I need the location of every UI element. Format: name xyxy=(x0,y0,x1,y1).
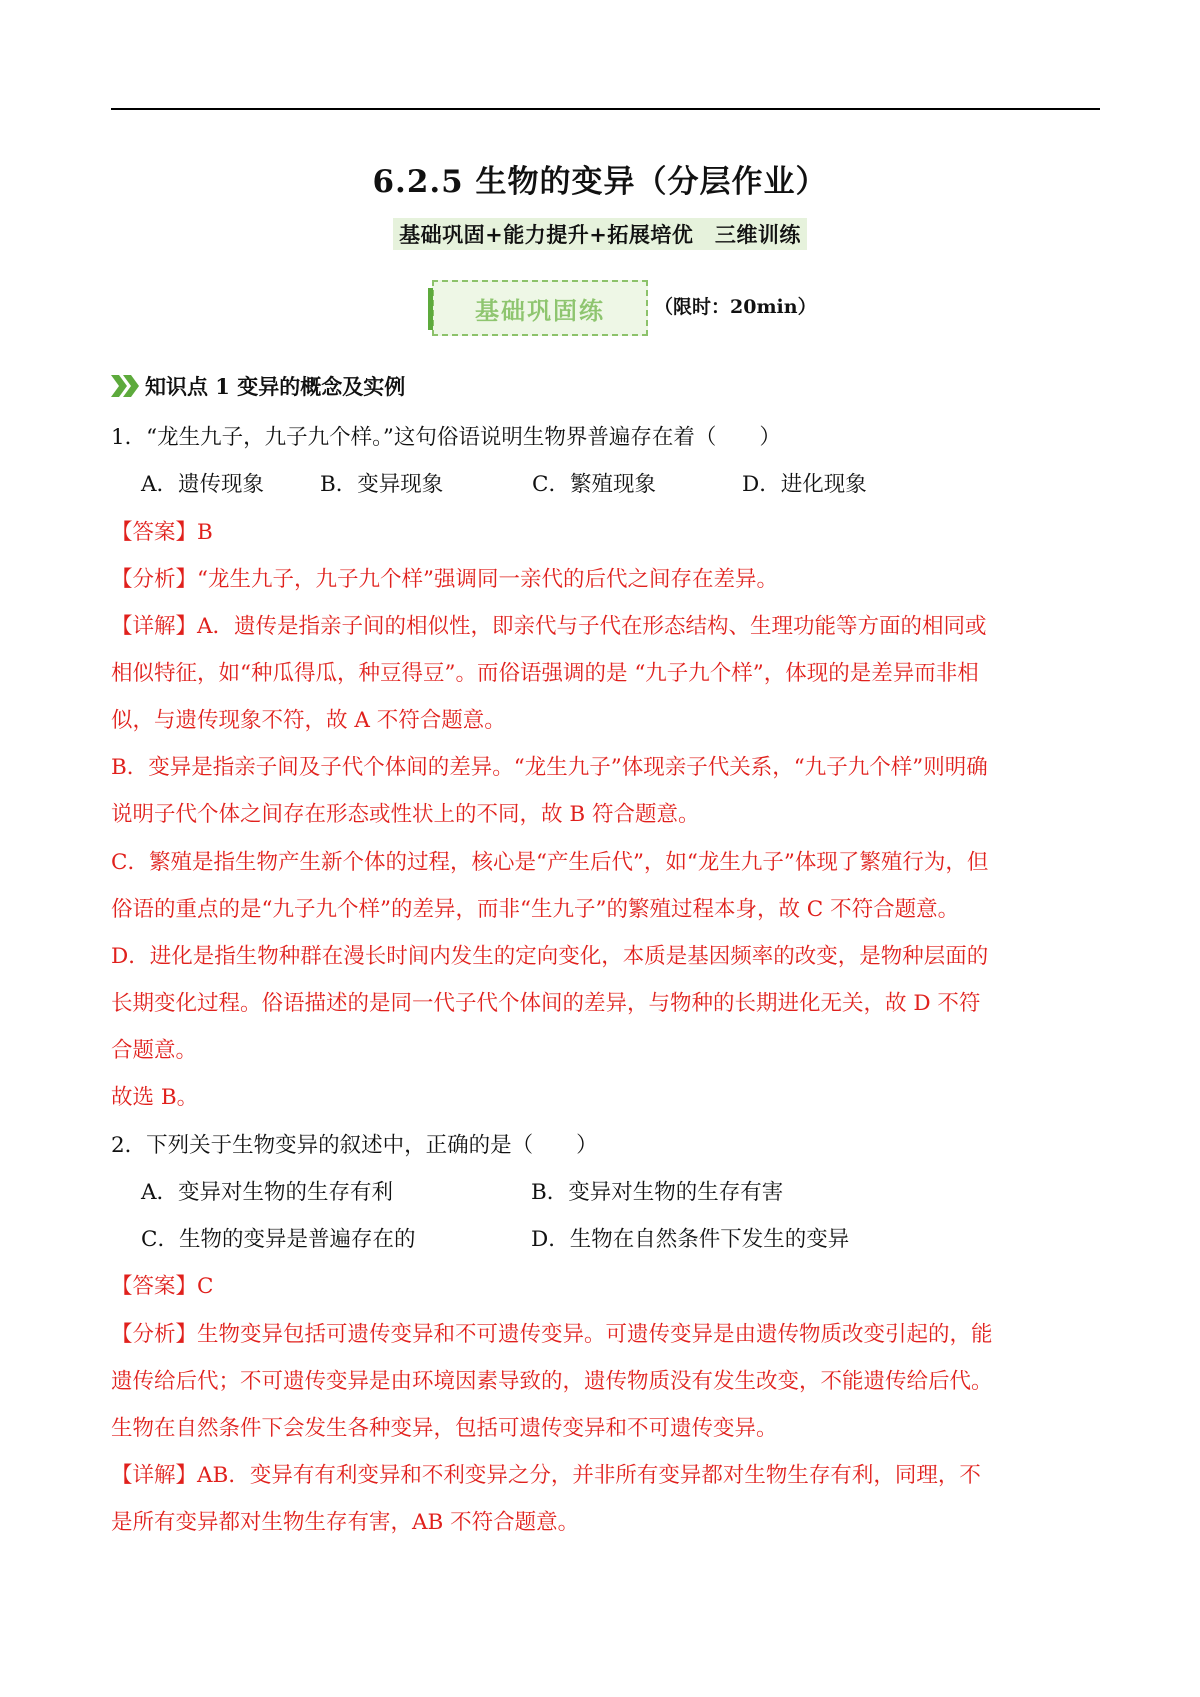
q1-conclusion: 故选 B。 xyxy=(111,1085,199,1110)
subtitle: 基础巩固+能力提升+拓展培优 三维训练 xyxy=(393,218,807,250)
q1-option-a: A．遗传现象 xyxy=(141,472,265,497)
q2-analysis-line: 生物在自然条件下会发生各种变异，包括可遗传变异和不可遗传变异。 xyxy=(111,1416,778,1441)
q2-answer: 【答案】C xyxy=(111,1274,214,1299)
knowledge-point-label: 知识点 1 变异的概念及实例 xyxy=(145,374,406,399)
q1-option-d: D．进化现象 xyxy=(742,472,867,497)
q1-stem: 1．“龙生九子，九子九个样。”这句俗语说明生物界普遍存在着（ ） xyxy=(111,425,781,450)
q1-detail-line: 【详解】A．遗传是指亲子间的相似性，即亲代与子代在形态结构、生理功能等方面的相同或 xyxy=(111,614,987,639)
q1-detail-line: 相似特征，如“种瓜得瓜，种豆得豆”。而俗语强调的是 “九子九个样”，体现的是差异而非相 xyxy=(111,661,979,686)
q1-detail-line: 俗语的重点的是“九子九个样”的差异，而非“生九子”的繁殖过程本身，故 C 不符合题意。 xyxy=(111,897,960,922)
q1-detail-line: 合题意。 xyxy=(111,1038,198,1063)
q1-option-b: B．变异现象 xyxy=(320,472,444,497)
q1-option-c: C．繁殖现象 xyxy=(532,472,656,497)
double-chevron-icon xyxy=(111,375,141,397)
header-rule xyxy=(111,108,1100,110)
time-limit: （限时：20min） xyxy=(654,296,817,318)
q2-analysis-line: 遗传给后代；不可遗传变异是由环境因素导致的，遗传物质没有发生改变，不能遗传给后代。 xyxy=(111,1369,993,1394)
section-badge-label: 基础巩固练 xyxy=(475,296,605,325)
q1-detail-line: D．进化是指生物种群在漫长时间内发生的定向变化，本质是基因频率的改变，是物种层面的 xyxy=(111,944,989,969)
q1-analysis: 【分析】“龙生九子，九子九个样”强调同一亲代的后代之间存在差异。 xyxy=(111,567,778,592)
subtitle-container xyxy=(0,218,1200,250)
q2-detail-line: 是所有变异都对生物生存有害，AB 不符合题意。 xyxy=(111,1510,580,1535)
q1-detail-line: C．繁殖是指生物产生新个体的过程，核心是“产生后代”，如“龙生九子”体现了繁殖行为，但 xyxy=(111,850,989,875)
q1-detail-line: 长期变化过程。俗语描述的是同一代子代个体间的差异，与物种的长期进化无关，故 D 不符 xyxy=(111,991,981,1016)
q2-analysis-line: 【分析】生物变异包括可遗传变异和不可遗传变异。可遗传变异是由遗传物质改变引起的，能 xyxy=(111,1322,993,1347)
q2-detail-line: 【详解】AB．变异有有利变异和不利变异之分，并非所有变异都对生物生存有利，同理，不 xyxy=(111,1463,981,1488)
q1-detail-line: B．变异是指亲子间及子代个体间的差异。“龙生九子”体现亲子代关系，“九子九个样”则明确 xyxy=(111,755,988,780)
q2-option-c: C．生物的变异是普遍存在的 xyxy=(141,1227,416,1252)
q1-answer: 【答案】B xyxy=(111,520,213,545)
knowledge-point-heading xyxy=(111,371,405,401)
q2-option-a: A．变异对生物的生存有利 xyxy=(141,1180,394,1205)
q2-option-d: D．生物在自然条件下发生的变异 xyxy=(531,1227,850,1252)
q1-detail-line: 似，与遗传现象不符，故 A 不符合题意。 xyxy=(111,708,506,733)
q2-stem: 2．下列关于生物变异的叙述中，正确的是（ ） xyxy=(111,1133,598,1158)
q1-detail-line: 说明子代个体之间存在形态或性状上的不同，故 B 符合题意。 xyxy=(111,802,700,827)
section-badge xyxy=(432,280,648,336)
page-title: 6.2.5 生物的变异（分层作业） xyxy=(372,164,828,200)
q2-option-b: B．变异对生物的生存有害 xyxy=(531,1180,784,1205)
